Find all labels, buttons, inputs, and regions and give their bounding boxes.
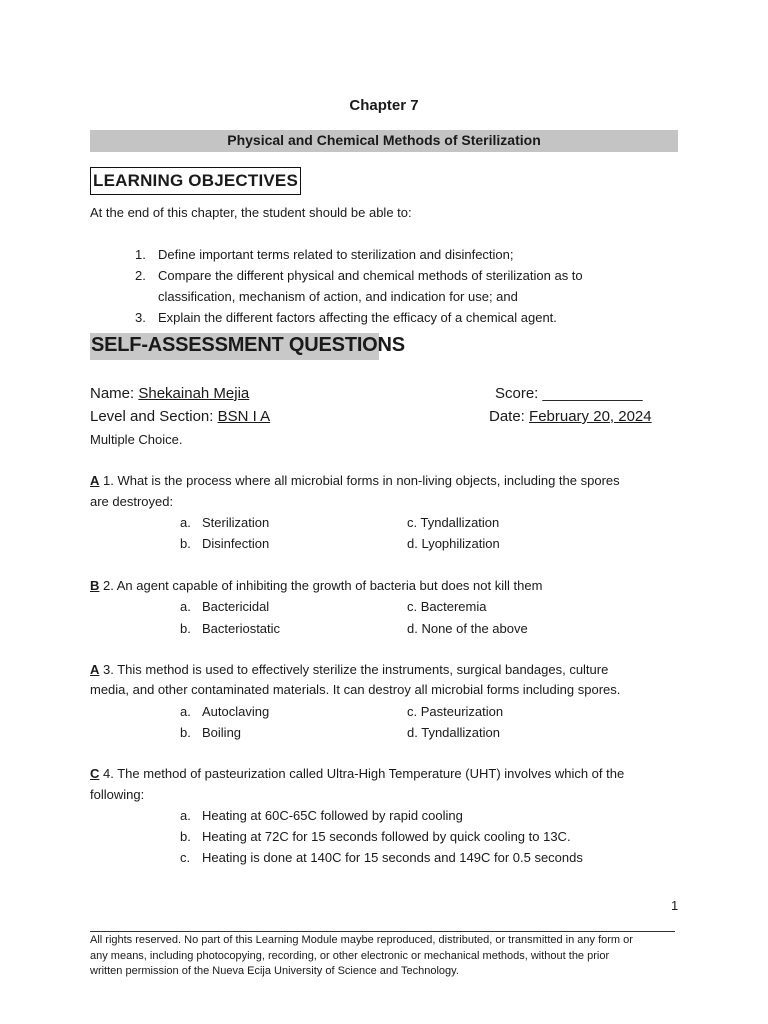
option-text: Sterilization [202,515,270,530]
option-text: d. None of the above [407,621,528,636]
objective-text: Explain the different factors affecting the efficacy of a chemical agent. [158,310,557,325]
option-text: Heating at 72C for 15 seconds followed by quick cooling to 13C. [202,829,571,844]
option-letter: a. [180,808,191,823]
objective-text: Define important terms related to sterilization and disinfection; [158,247,514,262]
option-text: Heating at 60C-65C followed by rapid cooling [202,808,463,823]
objectives-intro: At the end of this chapter, the student should be able to: [90,205,412,220]
question-3-stem-cont: media, and other contaminated materials. It can destroy all microbial forms including spores. [90,682,621,697]
score-value: ____________ [542,385,643,402]
answer-letter: B [90,578,100,593]
option-letter: b. [180,725,191,740]
page-number: 1 [671,898,679,913]
footer-line: written permission of the Nueva Ecija University of Science and Technology. [90,965,459,977]
question-1-stem-cont: are destroyed: [90,494,174,509]
name-value: Shekainah Mejia [138,385,250,402]
objective-text: classification, mechanism of action, and indication for use; and [158,289,518,304]
answer-letter: A [90,473,100,488]
option-text: d. Tyndallization [407,725,500,740]
chapter-heading: Chapter 7 [349,97,419,114]
objective-text: Compare the different physical and chemical methods of sterilization as to [158,268,583,283]
option-letter: b. [180,621,191,636]
option-letter: a. [180,704,191,719]
option-text: Autoclaving [202,704,270,719]
date-row [489,408,652,425]
objective-number: 2. [135,268,146,283]
level-label: Level and Section: [90,408,218,425]
date-value: February 20, 2024 [529,408,652,425]
option-text: d. Lyophilization [407,536,500,551]
level-value: BSN I A [217,408,271,425]
option-text: Boiling [202,725,242,740]
question-3-stem: A 3. This method is used to effectively sterilize the instruments, surgical bandages, culture [90,662,609,677]
question-type: Multiple Choice. [90,432,183,447]
option-letter: a. [180,515,191,530]
name-label: Name: [90,385,139,402]
option-text: c. Pasteurization [407,704,504,719]
question-4-stem-cont: following: [90,787,145,802]
name-row [90,385,249,402]
option-text: Bactericidal [202,599,270,614]
question-4-stem: C 4. The method of pasteurization called Ultra-High Temperature (UHT) involves which of the [90,766,625,781]
answer-letter: A [90,662,100,677]
option-letter: c. [180,850,191,865]
option-text: c. Bacteremia [407,599,487,614]
question-1-stem: A 1. What is the process where all microbial forms in non-living objects, including the spores [90,473,620,488]
question-2-stem: B 2. An agent capable of inhibiting the growth of bacteria but does not kill them [90,578,543,593]
answer-letter: C [90,766,100,781]
footer-rule [90,931,675,932]
option-text: Heating is done at 140C for 15 seconds and 149C for 0.5 seconds [202,850,583,865]
option-text: Disinfection [202,536,270,551]
learning-objectives-heading: LEARNING OBJECTIVES [90,167,301,195]
option-letter: b. [180,536,191,551]
date-label: Date: [489,408,530,425]
score-row [495,385,643,402]
self-assessment-heading: SELF-ASSESSMENT QUESTIONS [91,334,405,356]
option-text: c. Tyndallization [407,515,500,530]
option-letter: b. [180,829,191,844]
option-letter: a. [180,599,191,614]
footer-line: any means, including photocopying, recording, or other electronic or mechanical methods, without the prior [90,950,610,962]
chapter-title: Physical and Chemical Methods of Sterilization [227,132,541,148]
objective-number: 1. [135,247,146,262]
objective-number: 3. [135,310,146,325]
score-label: Score: [495,385,543,402]
footer-line: All rights reserved. No part of this Learning Module maybe reproduced, distributed, or transmitted in any form or [90,934,633,946]
option-text: Bacteriostatic [202,621,281,636]
level-row [90,408,270,425]
